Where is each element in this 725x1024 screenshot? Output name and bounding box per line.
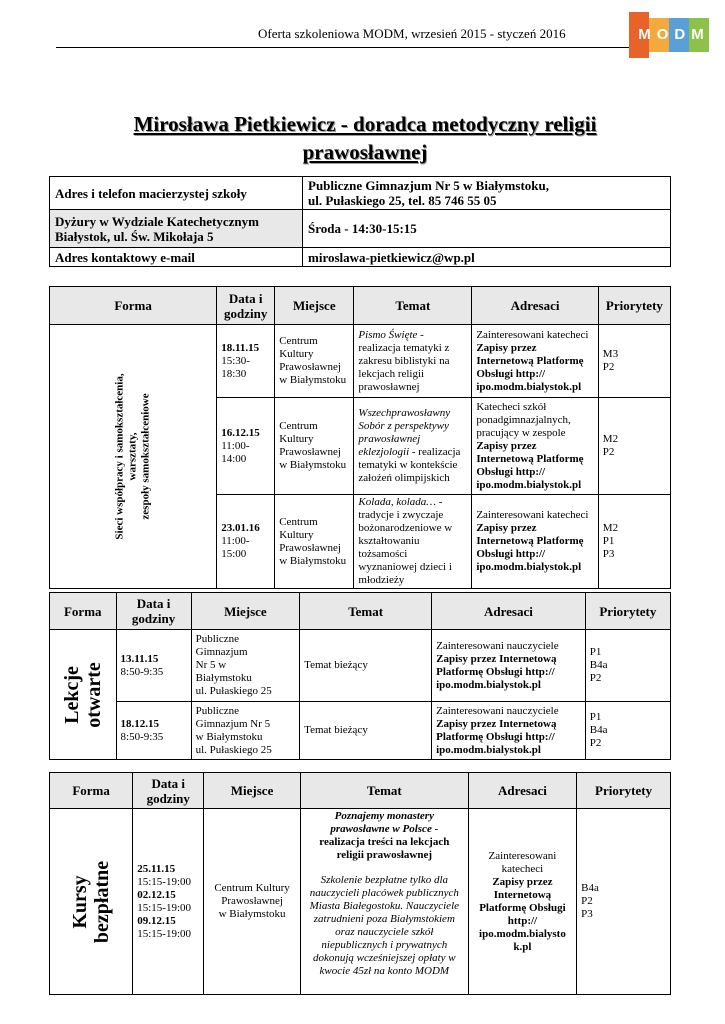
date-cell: 13.11.15 8:50-9:35 <box>116 630 191 702</box>
email-value: miroslawa-pietkiewicz@wp.pl <box>303 248 671 267</box>
workshops-table <box>49 286 671 589</box>
date-cell: 18.12.15 8:50-9:35 <box>116 702 191 760</box>
priority-cell: P1 B4a P2 <box>585 702 670 760</box>
priority-cell: M2 P2 <box>598 398 670 495</box>
place-cell: Centrum Kultury Prawosławnej w Białymstoku <box>275 325 354 398</box>
modm-logo <box>629 12 719 58</box>
page-title <box>60 110 670 166</box>
date-cell: 18.11.15 15:30-18:30 <box>217 325 275 398</box>
col-temat: Temat <box>354 287 472 325</box>
title-line-1: Mirosława Pietkiewicz - doradca metodyczny religii <box>133 112 597 136</box>
topic-cell: Koladа, kolada… - tradycje i zwyczaje bożonarodzeniowe w kształtowaniu tożsamości wyznaniowej dzieci i młodzieży <box>354 495 472 589</box>
col-temat: Temat <box>300 593 432 630</box>
forma-cell: Kursy bezpłatne <box>50 809 133 995</box>
col-adresaci: Adresaci <box>468 773 576 809</box>
topic-cell: Pismo Święte - realizacja tematyki z zakresu biblistyki na lekcjach religii prawosławnej <box>354 325 472 398</box>
info-value: Środa - 14:30-15:15 <box>303 210 671 248</box>
topic-cell: Poznajemy monastery prawosławne w Polsce - realizacja treści na lekcjach religii prawosławnej Szkolenie bezpłatne tylko dla nauczycieli placówek publicznych Miasta Białegostoku. Nauczyciele zatrudnieni poza Białymstokiem oraz nauczyciele szkół niepublicznych i prywatnych dokonują wcześniejszej opłaty w kwocie 45zł na konto MODM <box>300 809 468 995</box>
addressee-cell: Katecheci szkół ponadgimnazjalnych, pracujący w zespole Zapisy przez Internetową Platformę Obsługi http:// ipo.modm.bialystok.pl <box>472 398 598 495</box>
col-data: Data i godziny <box>217 287 275 325</box>
col-forma: Forma <box>50 593 117 630</box>
col-miejsce: Miejsce <box>191 593 300 630</box>
col-data: Data i godziny <box>133 773 204 809</box>
addressee-cell: Zainteresowani nauczyciele Zapisy przez Internetową Platformę Obsługi http:// ipo.modm.bialystok.pl <box>432 702 586 760</box>
addressee-cell: Zainteresowani nauczyciele Zapisy przez Internetową Platformę Obsługi http:// ipo.modm.bialystok.pl <box>432 630 586 702</box>
courses-table <box>49 772 671 995</box>
table-row <box>50 702 671 760</box>
info-value: Publiczne Gimnazjum Nr 5 w Białymstoku, ul. Pułaskiego 25, tel. 85 746 55 05 <box>303 177 671 210</box>
place-cell: Publiczne Gimnazjum Nr 5 w Białymstoku ul. Pułaskiego 25 <box>191 702 300 760</box>
page-header <box>0 0 725 56</box>
logo-text: MODM <box>638 26 710 43</box>
forma-cell: Sieci współpracy i samokształcenia, warsztaty, zespoły samokształceniowe <box>50 325 217 589</box>
open-lessons-table <box>49 592 671 760</box>
priority-cell: P1 B4a P2 <box>585 630 670 702</box>
table-row <box>50 630 671 702</box>
col-forma: Forma <box>50 773 133 809</box>
date-cell: 16.12.15 11:00-14:00 <box>217 398 275 495</box>
info-label: Dyżury w Wydziale Katechetycznym Białystok, ul. Św. Mikołaja 5 <box>50 210 303 248</box>
place-cell: Publiczne Gimnazjum Nr 5 w Białymstoku ul. Pułaskiego 25 <box>191 630 300 702</box>
info-label: Adres kontaktowy e-mail <box>50 248 303 267</box>
table-row <box>50 325 671 398</box>
place-cell: Centrum Kultury Prawosławnej w Białymstoku <box>275 495 354 589</box>
col-adresaci: Adresaci <box>432 593 586 630</box>
topic-cell: Wszechprawosławny Sobór z perspektywy prawosławnej eklezjologii - realizacja tematyki w kontekście założeń olimpijskich <box>354 398 472 495</box>
addressee-cell: Zainteresowani katecheci Zapisy przez Internetową Platformę Obsługi http:// ipo.modm.bialystok.pl <box>472 325 598 398</box>
title-line-2: prawosławnej <box>302 140 428 164</box>
info-label: Adres i telefon macierzystej szkoły <box>50 177 303 210</box>
col-temat: Temat <box>300 773 468 809</box>
table-row <box>50 809 671 995</box>
topic-cell: Temat bieżący <box>300 702 432 760</box>
col-miejsce: Miejsce <box>275 287 354 325</box>
forma-cell: Lekcje otwarte <box>50 630 117 760</box>
topic-cell: Temat bieżący <box>300 630 432 702</box>
col-priorytety: Priorytety <box>577 773 671 809</box>
col-data: Data i godziny <box>116 593 191 630</box>
addressee-cell: Zainteresowani katecheci Zapisy przez Internetową Platformę Obsługi http:// ipo.modm.bialystok.pl <box>472 495 598 589</box>
priority-cell: M3 P2 <box>598 325 670 398</box>
priority-cell: M2 P1 P3 <box>598 495 670 589</box>
addressee-cell: Zainteresowani katecheci Zapisy przez Internetową Platformę Obsługi http:// ipo.modm.bialysto k.pl <box>468 809 576 995</box>
place-cell: Centrum Kultury Prawosławnej w Białymstoku <box>275 398 354 495</box>
date-cell: 25.11.15 15:15-19:00 02.12.15 15:15-19:00 09.12.15 15:15-19:00 <box>133 809 204 995</box>
col-priorytety: Priorytety <box>585 593 670 630</box>
col-adresaci: Adresaci <box>472 287 598 325</box>
col-priorytety: Priorytety <box>598 287 670 325</box>
place-cell: Centrum Kultury Prawosławnej w Białymstoku <box>204 809 301 995</box>
header-divider <box>56 47 676 48</box>
col-forma: Forma <box>50 287 217 325</box>
col-miejsce: Miejsce <box>204 773 301 809</box>
contact-info-table <box>49 176 671 267</box>
header-text: Oferta szkoleniowa MODM, wrzesień 2015 - styczeń 2016 <box>258 26 566 41</box>
priority-cell: B4a P2 P3 <box>577 809 671 995</box>
date-cell: 23.01.16 11:00-15:00 <box>217 495 275 589</box>
